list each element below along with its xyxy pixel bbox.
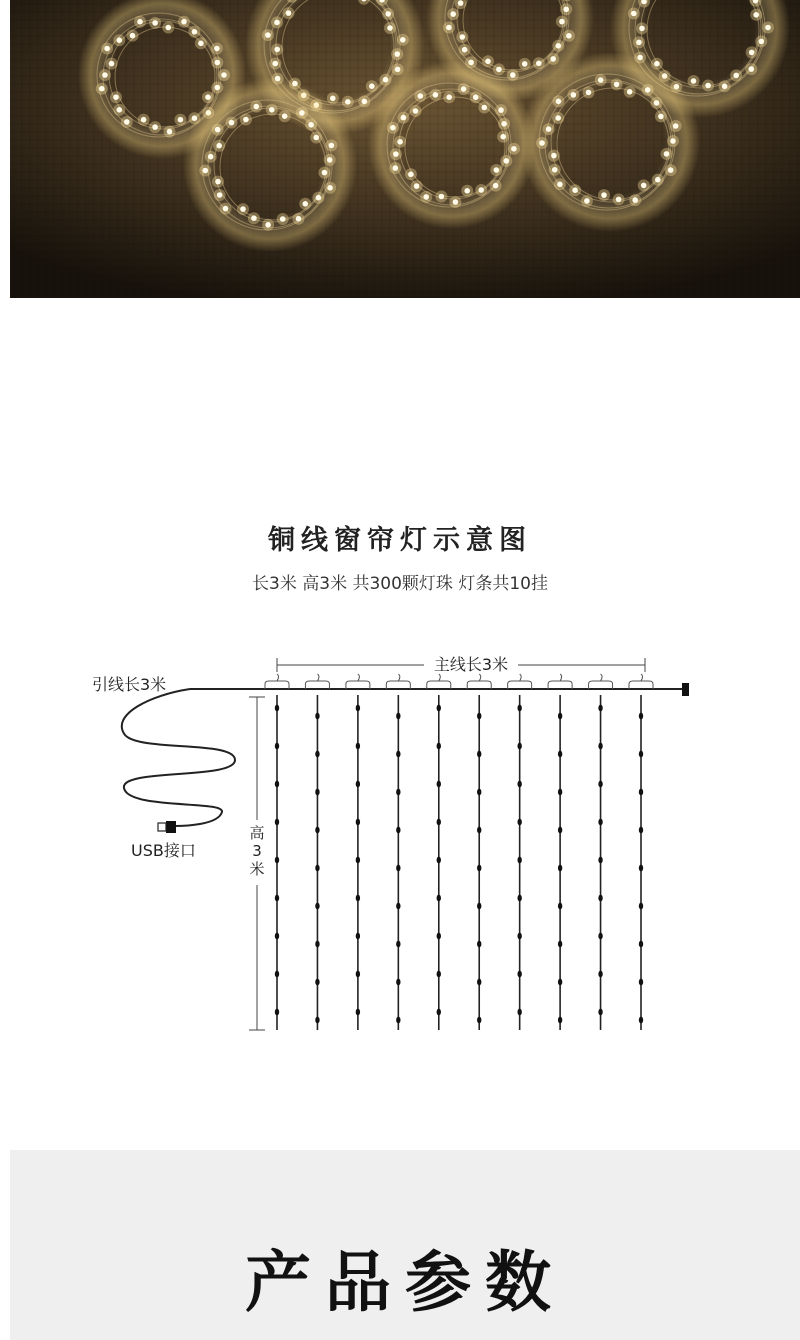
led-bulb <box>437 781 441 788</box>
led-point <box>571 92 577 98</box>
led-bulb <box>598 895 602 902</box>
led-point <box>397 139 403 145</box>
lead-wire <box>122 689 235 826</box>
led-bulb <box>437 819 441 826</box>
led-bulb <box>477 789 481 796</box>
led-point <box>453 199 459 205</box>
led-point <box>313 135 319 141</box>
led-point <box>616 197 622 203</box>
led-point <box>408 172 414 178</box>
led-bulb <box>437 705 441 712</box>
led-bulb <box>356 743 360 750</box>
led-bulb <box>356 895 360 902</box>
led-bulb <box>356 781 360 788</box>
led-bulb <box>558 1017 562 1024</box>
led-bulb <box>598 781 602 788</box>
led-point <box>504 158 510 164</box>
led-bulb <box>639 827 643 834</box>
led-point <box>765 25 771 31</box>
diagram-subtitle: 长3米 高3米 共300颗灯珠 灯条共10挂 <box>252 574 548 594</box>
led-point <box>273 61 279 67</box>
lead-wire-label: 引线长3米 <box>92 675 167 694</box>
led-point <box>639 26 645 32</box>
led-point <box>546 126 552 132</box>
led-point <box>552 167 558 173</box>
led-bulb <box>558 751 562 758</box>
curtain-light-schematic <box>0 640 800 1040</box>
led-point <box>329 143 335 149</box>
led-point <box>269 107 275 113</box>
light-strands <box>265 674 653 1030</box>
led-point <box>691 78 697 84</box>
led-bulb <box>517 857 521 864</box>
led-point <box>117 107 123 113</box>
led-bulb <box>275 705 279 712</box>
led-point <box>614 82 620 88</box>
led-point <box>208 154 214 160</box>
led-point <box>462 47 468 53</box>
led-bulb <box>275 857 279 864</box>
led-bulb <box>437 743 441 750</box>
led-point <box>551 153 557 159</box>
led-bulb <box>558 827 562 834</box>
led-bulb <box>517 933 521 940</box>
led-point <box>631 11 637 17</box>
strand-hook <box>386 681 410 689</box>
led-point <box>654 100 660 106</box>
led-bulb <box>598 705 602 712</box>
led-point <box>401 115 407 121</box>
led-bulb <box>275 781 279 788</box>
led-point <box>446 94 452 100</box>
led-point <box>254 104 260 110</box>
led-point <box>152 124 158 130</box>
led-point <box>192 29 198 35</box>
strand-hook-curl <box>641 674 643 681</box>
strand-hook <box>508 681 532 689</box>
strand-hook-curl <box>601 674 603 681</box>
led-bulb <box>275 1009 279 1016</box>
strand-hook-curl <box>439 674 441 681</box>
led-point <box>265 222 271 228</box>
led-bulb <box>275 819 279 826</box>
usb-plug-tip <box>158 823 166 831</box>
led-point <box>345 99 351 105</box>
led-point <box>511 146 517 152</box>
led-point <box>327 157 333 163</box>
led-point <box>733 73 739 79</box>
end-plug <box>682 683 689 696</box>
led-point <box>393 151 399 157</box>
led-bulb <box>477 979 481 986</box>
led-point <box>286 10 292 16</box>
led-bulb <box>275 933 279 940</box>
led-point <box>539 140 545 146</box>
led-point <box>627 89 633 95</box>
led-point <box>198 41 204 47</box>
led-point <box>536 61 542 67</box>
led-point <box>498 107 504 113</box>
led-point <box>395 67 401 73</box>
strand-hook <box>629 681 653 689</box>
led-point <box>522 61 528 67</box>
strand-hook <box>265 681 289 689</box>
strand-hook <box>548 681 572 689</box>
led-bulb <box>437 933 441 940</box>
led-point <box>130 33 136 39</box>
led-point <box>217 192 223 198</box>
led-point <box>572 187 578 193</box>
led-bulb <box>396 903 400 910</box>
led-bulb <box>639 713 643 720</box>
led-bulb <box>437 895 441 902</box>
led-point <box>418 93 424 99</box>
led-point <box>705 83 711 89</box>
led-point <box>439 194 445 200</box>
led-bulb <box>396 713 400 720</box>
led-point <box>274 47 280 53</box>
led-bulb <box>315 751 319 758</box>
led-point <box>413 108 419 114</box>
led-bulb <box>477 827 481 834</box>
led-point <box>759 39 765 45</box>
led-point <box>753 12 759 18</box>
led-point <box>299 110 305 116</box>
led-point <box>478 187 484 193</box>
led-point <box>369 83 375 89</box>
height-label-2: 3 <box>252 842 262 860</box>
led-bulb <box>598 857 602 864</box>
led-point <box>104 46 110 52</box>
led-point <box>229 120 235 126</box>
led-bulb <box>396 751 400 758</box>
led-point <box>282 113 288 119</box>
led-bulb <box>356 705 360 712</box>
led-bulb <box>639 903 643 910</box>
led-point <box>385 11 391 17</box>
led-bulb <box>639 941 643 948</box>
led-bulb <box>315 979 319 986</box>
led-point <box>99 86 105 92</box>
led-point <box>152 20 158 26</box>
height-label-1: 高 <box>249 824 265 842</box>
led-point <box>584 198 590 204</box>
led-point <box>316 195 322 201</box>
strand-hook-curl <box>560 674 562 681</box>
strand-hook <box>467 681 491 689</box>
led-bulb <box>396 979 400 986</box>
led-point <box>383 77 389 83</box>
led-point <box>393 165 399 171</box>
led-point <box>586 90 592 96</box>
led-point <box>632 197 638 203</box>
led-bulb <box>356 857 360 864</box>
led-point <box>296 216 302 222</box>
led-bulb <box>275 895 279 902</box>
led-bulb <box>477 903 481 910</box>
led-bulb <box>396 789 400 796</box>
usb-plug <box>166 821 176 833</box>
led-point <box>749 66 755 72</box>
strand-hook <box>589 681 613 689</box>
light-rings-image <box>10 0 800 298</box>
led-point <box>414 183 420 189</box>
led-bulb <box>437 1009 441 1016</box>
strand-hook-curl <box>398 674 400 681</box>
led-bulb <box>517 819 521 826</box>
led-point <box>668 167 674 173</box>
led-point <box>458 0 464 6</box>
led-bulb <box>517 971 521 978</box>
led-bulb <box>315 865 319 872</box>
led-point <box>181 19 187 25</box>
led-point <box>265 32 271 38</box>
led-bulb <box>517 895 521 902</box>
led-point <box>556 43 562 49</box>
led-point <box>240 206 246 212</box>
led-bulb <box>517 1009 521 1016</box>
led-point <box>141 117 147 123</box>
led-bulb <box>396 1017 400 1024</box>
strand-hook-curl <box>317 674 319 681</box>
led-point <box>303 201 309 207</box>
led-bulb <box>598 971 602 978</box>
led-bulb <box>477 941 481 948</box>
led-bulb <box>558 903 562 910</box>
usb-label: USB接口 <box>131 841 196 860</box>
led-bulb <box>356 1009 360 1016</box>
strand-hook-curl <box>520 674 522 681</box>
led-point <box>482 105 488 111</box>
led-point <box>670 138 676 144</box>
led-point <box>446 25 452 31</box>
led-point <box>216 143 222 149</box>
led-point <box>109 61 115 67</box>
led-point <box>102 72 108 78</box>
led-bulb <box>315 713 319 720</box>
led-bulb <box>598 933 602 940</box>
led-point <box>473 95 479 101</box>
led-bulb <box>396 865 400 872</box>
led-point <box>215 60 221 66</box>
led-point <box>559 19 565 25</box>
led-point <box>205 94 211 100</box>
led-bulb <box>356 933 360 940</box>
led-point <box>550 56 556 62</box>
led-point <box>113 94 119 100</box>
led-point <box>749 50 755 56</box>
led-point <box>664 151 670 157</box>
led-bulb <box>639 751 643 758</box>
led-bulb <box>437 857 441 864</box>
led-bulb <box>396 827 400 834</box>
led-bulb <box>315 789 319 796</box>
led-bulb <box>477 751 481 758</box>
led-point <box>390 125 396 131</box>
strand-hook-curl <box>277 674 279 681</box>
led-bulb <box>275 743 279 750</box>
led-point <box>178 117 184 123</box>
strand-hook <box>305 681 329 689</box>
led-bulb <box>598 819 602 826</box>
led-point <box>214 46 220 52</box>
led-bulb <box>558 865 562 872</box>
strand-hook <box>427 681 451 689</box>
led-point <box>722 84 728 90</box>
led-point <box>400 37 406 43</box>
led-bulb <box>517 781 521 788</box>
led-bulb <box>558 713 562 720</box>
led-point <box>274 20 280 26</box>
led-point <box>645 87 651 93</box>
led-bulb <box>315 827 319 834</box>
led-point <box>167 129 173 135</box>
led-bulb <box>517 705 521 712</box>
led-point <box>493 183 499 189</box>
led-bulb <box>639 979 643 986</box>
led-point <box>557 182 563 188</box>
led-point <box>223 206 229 212</box>
led-point <box>387 25 393 31</box>
led-point <box>450 11 456 17</box>
led-bulb <box>477 1017 481 1024</box>
product-params-title: 产品参数 <box>245 1244 565 1321</box>
led-point <box>433 92 439 98</box>
led-point <box>280 216 286 222</box>
led-point <box>124 119 130 125</box>
height-label-3: 米 <box>249 860 265 878</box>
led-point <box>460 34 466 40</box>
product-photo <box>10 0 800 298</box>
led-point <box>243 117 249 123</box>
led-point <box>117 37 123 43</box>
led-point <box>601 192 607 198</box>
led-bulb <box>356 819 360 826</box>
led-point <box>658 114 664 120</box>
main-wire-label: 主线长3米 <box>433 655 509 674</box>
led-bulb <box>639 1017 643 1024</box>
led-point <box>215 85 221 91</box>
led-point <box>221 72 227 78</box>
led-point <box>308 122 314 128</box>
led-point <box>598 77 604 83</box>
led-point <box>327 185 333 191</box>
led-point <box>501 121 507 127</box>
led-point <box>215 127 221 133</box>
led-point <box>166 25 172 31</box>
led-point <box>555 115 561 121</box>
led-point <box>362 99 368 105</box>
led-bulb <box>396 941 400 948</box>
led-point <box>137 19 143 25</box>
led-point <box>423 194 429 200</box>
led-point <box>330 96 336 102</box>
led-bulb <box>315 903 319 910</box>
led-point <box>203 168 209 174</box>
strand-hook <box>346 681 370 689</box>
diagram-title: 铜线窗帘灯示意图 <box>268 525 532 556</box>
led-bulb <box>639 789 643 796</box>
led-point <box>464 188 470 194</box>
led-point <box>566 33 572 39</box>
led-bulb <box>598 1009 602 1016</box>
led-bulb <box>558 979 562 986</box>
led-point <box>510 72 516 78</box>
led-point <box>655 177 661 183</box>
led-point <box>494 167 500 173</box>
led-bulb <box>477 713 481 720</box>
led-bulb <box>477 865 481 872</box>
led-bulb <box>598 743 602 750</box>
led-point <box>394 51 400 57</box>
led-bulb <box>639 865 643 872</box>
led-bulb <box>315 941 319 948</box>
led-point <box>485 59 491 65</box>
led-point <box>251 215 257 221</box>
led-point <box>641 183 647 189</box>
led-bulb <box>558 941 562 948</box>
strand-hook-curl <box>479 674 481 681</box>
led-bulb <box>275 971 279 978</box>
product-params-section <box>10 1150 800 1340</box>
led-point <box>556 99 562 105</box>
led-point <box>215 179 221 185</box>
led-bulb <box>517 743 521 750</box>
strand-hook-curl <box>358 674 360 681</box>
led-point <box>636 40 642 46</box>
led-point <box>461 86 467 92</box>
led-bulb <box>558 789 562 796</box>
led-point <box>673 123 679 129</box>
led-point <box>500 134 506 140</box>
led-bulb <box>315 1017 319 1024</box>
led-point <box>322 170 328 176</box>
led-bulb <box>356 971 360 978</box>
led-bulb <box>437 971 441 978</box>
led-point <box>563 7 569 13</box>
led-point <box>496 67 502 73</box>
